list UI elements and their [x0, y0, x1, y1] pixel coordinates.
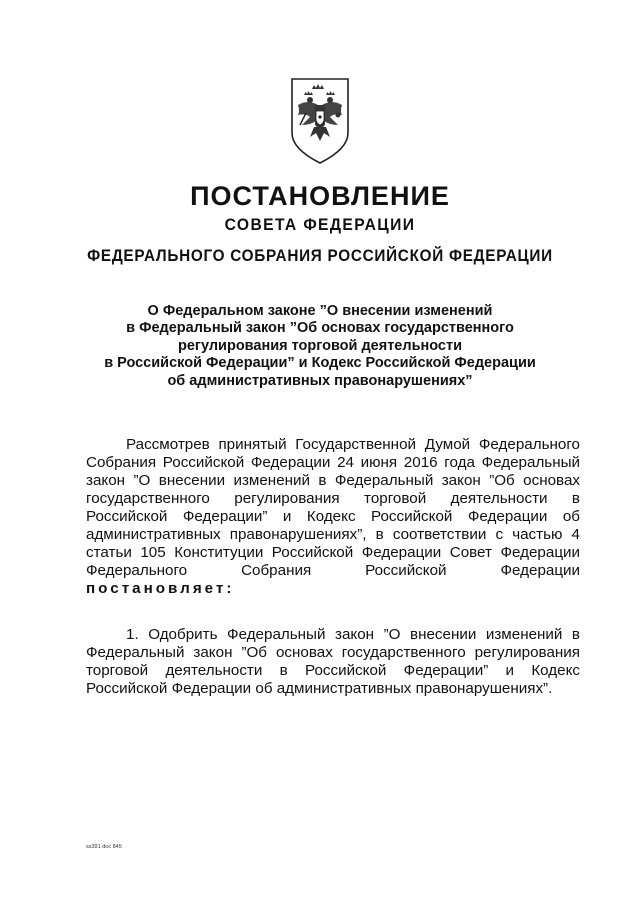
- paragraph-line: закон ”О внесении изменений в Федеральный закон ”Об основах: [86, 472, 580, 489]
- paragraph-line: Федерального Собрания Российской Федерации: [86, 562, 580, 579]
- subject-line: регулирования торговой деятельности: [178, 337, 462, 354]
- paragraph-line: Российской Федерации” и Кодекс Российской Федерации об: [86, 508, 580, 525]
- paragraph-line: торговой деятельности в Российской Федерации” и Кодекс: [86, 662, 580, 679]
- coat-of-arms-icon: [288, 75, 352, 167]
- paragraph-line: Российской Федерации об административных правонарушениях”.: [86, 680, 553, 697]
- paragraph-line: административных правонарушениях”, в соответствии с частью 4: [86, 526, 580, 543]
- document-title: ПОСТАНОВЛЕНИЕ: [190, 181, 450, 211]
- subject-line: об административных правонарушениях”: [167, 372, 473, 389]
- resolves-word: постановляет:: [86, 580, 235, 597]
- resolves-line: [86, 580, 580, 598]
- paragraph-line: Федеральный закон ”Об основах государственного регулирования: [86, 644, 580, 661]
- subject-line: О Федеральном законе ”О внесении изменений: [147, 303, 493, 319]
- document-code: ss391 doc 845: [86, 844, 122, 850]
- item-1-paragraph: [86, 626, 580, 698]
- document-subject: [100, 303, 540, 390]
- issuer-line-1: СОВЕТА ФЕДЕРАЦИИ: [224, 215, 416, 234]
- paragraph-line: Рассмотрев принятый Государственной Думой Федерального: [126, 436, 580, 453]
- paragraph-line: 1. Одобрить Федеральный закон ”О внесении изменений в: [126, 626, 580, 643]
- preamble-paragraph: [86, 436, 580, 598]
- subject-line: в Российской Федерации” и Кодекс Российской Федерации: [104, 355, 536, 372]
- subject-line: в Федеральный закон ”Об основах государственного: [126, 320, 514, 337]
- paragraph-line: Собрания Российской Федерации 24 июня 2016 года Федеральный: [86, 454, 580, 471]
- issuer-line-2: ФЕДЕРАЛЬНОГО СОБРАНИЯ РОССИЙСКОЙ ФЕДЕРАЦИИ: [87, 246, 553, 265]
- paragraph-line: статьи 105 Конституции Российской Федерации Совет Федерации: [86, 544, 580, 561]
- paragraph-line: государственного регулирования торговой деятельности в: [86, 490, 580, 507]
